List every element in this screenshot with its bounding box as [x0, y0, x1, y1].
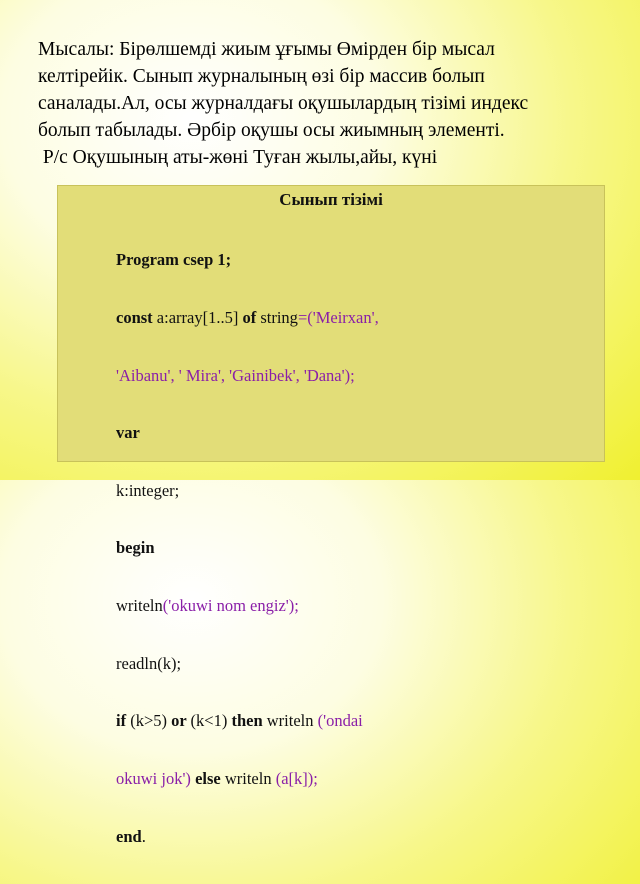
code-string: ('ondai: [317, 711, 363, 731]
code-line: [116, 827, 379, 846]
code-text: writeln: [266, 711, 318, 731]
code-keyword: if: [116, 711, 131, 731]
code-text: a:array[1..5]: [156, 308, 243, 328]
code-keyword: else: [195, 768, 225, 788]
code-string: okuwi jok'): [116, 768, 196, 788]
slide-paragraph: [38, 36, 628, 171]
code-line: [116, 423, 379, 442]
code-line: [116, 538, 379, 557]
code-keyword: end: [116, 826, 142, 846]
code-text: k:integer;: [116, 480, 180, 500]
code-keyword: var: [116, 423, 140, 443]
code-string: 'Aibanu', ' Mira', 'Gainibek', 'Dana');: [116, 365, 355, 385]
code-line: [116, 366, 379, 385]
code-line: [116, 308, 379, 327]
code-keyword: or: [171, 711, 191, 731]
code-line: [116, 711, 379, 730]
code-line: [116, 654, 379, 673]
code-line: [116, 250, 379, 269]
code-string: (a[k]);: [275, 768, 318, 788]
code-line: [116, 481, 379, 500]
code-keyword: Program csep 1;: [116, 250, 232, 270]
code-keyword: then: [231, 711, 267, 731]
code-keyword: of: [242, 308, 261, 328]
code-text: string: [260, 308, 298, 328]
code-text: .: [141, 826, 146, 846]
paragraph-line: келтірейік. Сынып журналының өзі бір массив болып: [38, 66, 485, 87]
code-line: [116, 596, 379, 615]
paragraph-line: болып табылады. Әрбір оқушы осы жиымның элементі.: [38, 120, 505, 141]
table-header-line: Р/с Оқушының аты-жөні Туған жылы,айы, күні: [38, 147, 438, 168]
code-block: [116, 212, 379, 884]
code-listing-box: [57, 185, 605, 846]
code-line: [116, 769, 379, 788]
code-keyword: begin: [116, 538, 155, 558]
code-text: readln(k);: [116, 653, 182, 673]
code-text: (k<1): [190, 711, 232, 731]
code-text: (k>5): [130, 711, 172, 731]
code-title: Сынып тізімі: [279, 190, 383, 209]
code-text: writeln: [116, 596, 163, 616]
paragraph-line: Мысалы: Бірөлшемді жиым ұғымы Өмірден бір мысал: [38, 39, 495, 60]
code-text: writeln: [224, 768, 276, 788]
code-string: ('okuwi nom engiz');: [162, 596, 299, 616]
code-keyword: const: [116, 308, 157, 328]
code-string: =('Meirxan',: [297, 308, 379, 328]
paragraph-line: саналады.Ал, осы журналдағы оқушылардың тізімі индекс: [38, 93, 529, 114]
